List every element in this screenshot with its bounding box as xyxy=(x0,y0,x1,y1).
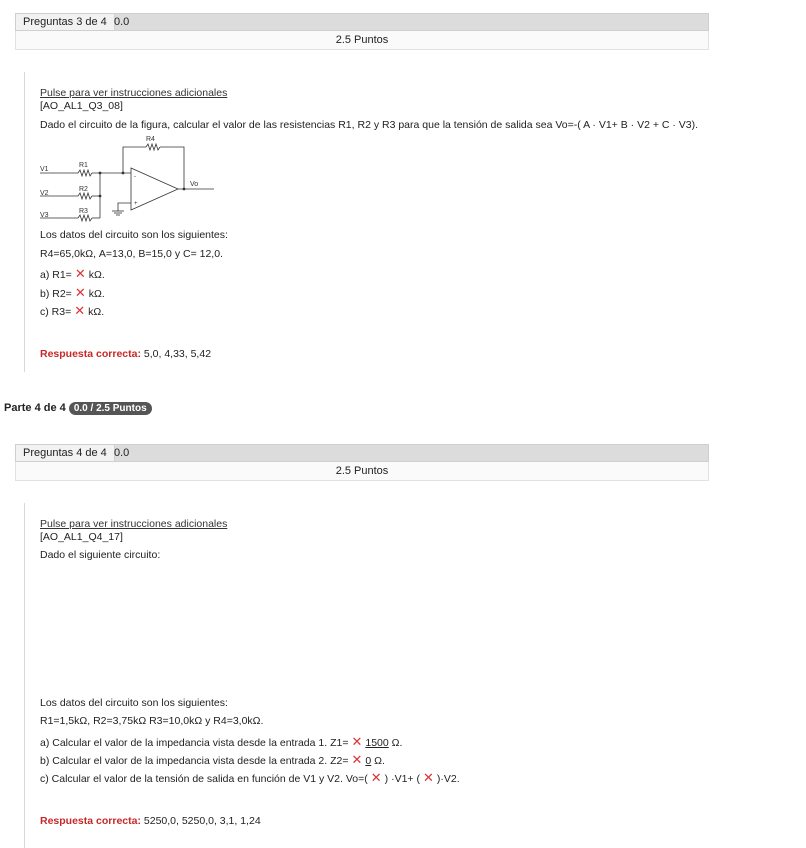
part-score-badge: 0.0 / 2.5 Puntos xyxy=(69,402,152,415)
q4-a-suffix: Ω. xyxy=(391,737,403,749)
opamp-triangle xyxy=(131,168,178,210)
r1-resistor xyxy=(78,170,92,176)
r3-resistor xyxy=(78,215,92,221)
q4-header-score: 0.0 xyxy=(114,447,130,459)
vo-label: Vo xyxy=(190,181,199,188)
q4-answer-b xyxy=(40,752,385,768)
wrong-icon: ✕ xyxy=(351,752,363,767)
q3-correct-answer xyxy=(40,348,211,360)
r4-resistor xyxy=(146,144,160,150)
q3-instructions-link[interactable]: Pulse para ver instrucciones adicionales xyxy=(40,87,228,99)
q3-statement: Dado el circuito de la figura, calcular el valor de las resistencias R1, R2 y R3 para que la tensión de salida sea Vo=-( A · V1+ B · V2 + C · V3). xyxy=(40,119,699,131)
wrong-icon: ✕ xyxy=(74,285,86,300)
v1-label: V1 xyxy=(40,166,49,173)
q4-a-answer: 1500 xyxy=(365,737,389,749)
q4-b-prefix: b) Calcular el valor de la impedancia vista desde la entrada 2. Z2= xyxy=(40,755,349,767)
q3-c-suffix: kΩ. xyxy=(88,306,105,318)
q4-c-suffix: )·V2. xyxy=(436,773,460,785)
q4-correct-value: 5250,0, 5250,0, 3,1, 1,24 xyxy=(143,815,261,827)
q4-data-intro: Los datos del circuito son los siguientes: xyxy=(40,697,228,709)
q3-data-values: R4=65,0kΩ, A=13,0, B=15,0 y C= 12,0. xyxy=(40,248,223,260)
q4-code: [AO_AL1_Q4_17] xyxy=(40,531,123,543)
q3-answer-c xyxy=(40,303,104,319)
q3-points: 2.5 Puntos xyxy=(15,31,709,50)
r1-label: R1 xyxy=(79,162,88,169)
q4-points: 2.5 Puntos xyxy=(15,462,709,481)
wrong-icon: ✕ xyxy=(422,770,434,785)
q3-circuit-diagram xyxy=(38,133,218,225)
q3-c-prefix: c) R3= xyxy=(40,306,72,318)
r3-label: R3 xyxy=(79,208,88,215)
q3-correct-label: Respuesta correcta: xyxy=(40,348,141,360)
q3-answer-b xyxy=(40,285,105,301)
q4-body-border xyxy=(24,503,25,848)
r2-resistor xyxy=(78,193,92,199)
plus-sign: + xyxy=(134,201,138,207)
q4-answer-a xyxy=(40,734,402,750)
q3-b-suffix: kΩ. xyxy=(88,288,105,300)
q4-c-middle: ) ·V1+ ( xyxy=(384,773,420,785)
q3-header-score: 0.0 xyxy=(114,16,130,28)
part-heading xyxy=(4,402,152,415)
v2-label: V2 xyxy=(40,190,49,197)
q3-data-intro: Los datos del circuito son los siguientes: xyxy=(40,229,228,241)
q4-correct-label: Respuesta correcta: xyxy=(40,815,141,827)
q4-statement: Dado el siguiente circuito: xyxy=(40,549,161,561)
q3-a-prefix: a) R1= xyxy=(40,269,72,281)
wrong-icon: ✕ xyxy=(370,770,382,785)
q4-instructions-link[interactable]: Pulse para ver instrucciones adicionales xyxy=(40,518,228,530)
q4-c-prefix: c) Calcular el valor de la tensión de salida en función de V1 y V2. Vo=( xyxy=(40,773,368,785)
minus-sign: - xyxy=(134,174,136,180)
q4-header-bar xyxy=(15,444,709,462)
q3-header-bar xyxy=(15,13,709,31)
q3-correct-value: 5,0, 4,33, 5,42 xyxy=(143,348,212,360)
q3-a-suffix: kΩ. xyxy=(88,269,105,281)
wrong-icon: ✕ xyxy=(351,734,363,749)
wrong-icon: ✕ xyxy=(74,266,86,281)
q3-code: [AO_AL1_Q3_08] xyxy=(40,100,123,112)
q4-b-suffix: Ω. xyxy=(374,755,385,767)
r4-label: R4 xyxy=(146,136,155,143)
v3-label: V3 xyxy=(40,212,49,219)
wrong-icon: ✕ xyxy=(74,303,86,318)
q4-correct-answer xyxy=(40,815,261,827)
q4-header-label: Preguntas 4 de 4 xyxy=(16,445,115,461)
r2-label: R2 xyxy=(79,186,88,193)
q4-answer-c xyxy=(40,770,460,786)
q4-data-values: R1=1,5kΩ, R2=3,75kΩ R3=10,0kΩ y R4=3,0kΩ. xyxy=(40,715,264,727)
q3-b-prefix: b) R2= xyxy=(40,288,72,300)
q3-header-label: Preguntas 3 de 4 xyxy=(16,14,115,30)
q3-body-border xyxy=(24,72,25,372)
q4-b-answer: 0 xyxy=(365,755,372,767)
part-label: Parte 4 de 4 xyxy=(4,402,66,414)
q4-a-prefix: a) Calcular el valor de la impedancia vista desde la entrada 1. Z1= xyxy=(40,737,349,749)
q3-answer-a xyxy=(40,266,105,282)
